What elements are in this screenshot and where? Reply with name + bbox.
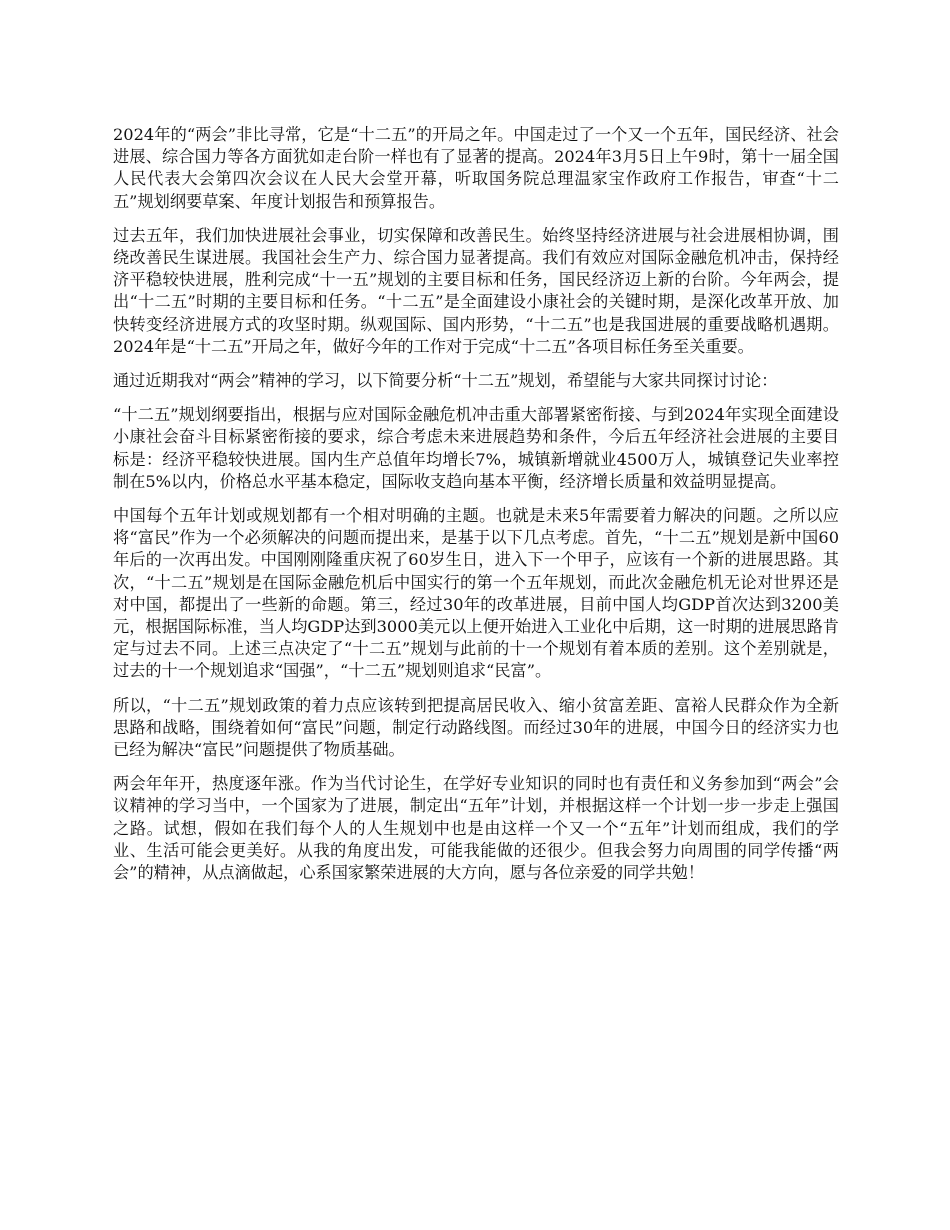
paragraph-plan-goals: “十二五”规划纲要指出，根据与应对国际金融危机冲击重大部署紧密衔接、与到2024年实现全面建设小康社会奋斗目标紧密衔接的要求，综合考虑未来进展趋势和条件，今后五年经济社会进展的主要目标是：经济平稳较快进展。国内生产总值年均增长7%，城镇新增就业4500万人，城镇登记失业率控制在5%以内，价格总水平基本稳定，国际收支趋向基本平衡，经济增长质量和效益明显提高。 — [113, 405, 839, 491]
paragraph-theme-analysis: 中国每个五年计划或规划都有一个相对明确的主题。也就是未来5年需要着力解决的问题。之所以应将“富民”作为一个必须解决的问题而提出来，是基于以下几点考虑。首先，“十二五”规划是新中国60年后的一次再出发。中国刚刚隆重庆祝了60岁生日，进入下一个甲子，应该有一个新的进展思路。其次，“十二五”规划是在国际金融危机后中国实行的第一个五年规划，而此次金融危机无论对世界还是对中国，都提出了一些新的命题。第三，经过30年的改革进展，目前中国人均GDP首次达到3200美元，根据国际标准，当人均GDP达到3000美元以上便开始进入工业化中后期，这一时期的进展思路肯定与过去不同。上述三点决定了“十二五”规划与此前的十一个规划有着本质的差别。这个差别就是，过去的十一个规划追求“国强”，“十二五”规划则追求“民富”。 — [113, 506, 839, 681]
paragraph-study-note: 通过近期我对“两会”精神的学习，以下简要分析“十二五”规划，希望能与大家共同探讨讨论： — [113, 371, 778, 391]
paragraph-past-five-years: 过去五年，我们加快进展社会事业，切实保障和改善民生。始终坚持经济进展与社会进展相协调，围绕改善民生谋进展。我国社会生产力、综合国力显著提高。我们有效应对国际金融危机冲击，保持经济平稳较快进展，胜利完成“十一五”规划的主要目标和任务，国民经济迈上新的台阶。今年两会，提出“十二五”时期的主要目标和任务。“十二五”是全面建设小康社会的关键时期，是深化改革开放、加快转变经济进展方式的攻坚时期。纵观国际、国内形势，“十二五”也是我国进展的重要战略机遇期。2024年是“十二五”开局之年，做好今年的工作对于完成“十二五”各项目标任务至关重要。 — [113, 225, 839, 356]
paragraph-intro: 2024年的“两会”非比寻常，它是“十二五”的开局之年。中国走过了一个又一个五年，国民经济、社会进展、综合国力等各方面犹如走台阶一样也有了显著的提高。2024年3月5日上午9时，第十一届全国人民代表大会第四次会议在人民大会堂开幕，听取国务院总理温家宝作政府工作报告，审查“十二五”规划纲要草案、年度计划报告和预算报告。 — [113, 125, 839, 211]
paragraph-conclusion: 两会年年开，热度逐年涨。作为当代讨论生，在学好专业知识的同时也有责任和义务参加到“两会”会议精神的学习当中，一个国家为了进展，制定出“五年”计划，并根据这样一个计划一步一步走上强国之路。试想，假如在我们每个人的人生规划中也是由这样一个又一个“五年”计划而组成，我们的学业、生活可能会更美好。从我的角度出发，可能我能做的还很少。但我会努力向周围的同学传播“两会”的精神，从点滴做起，心系国家繁荣进展的大方向，愿与各位亲爱的同学共勉！ — [113, 774, 839, 883]
document-page — [113, 124, 839, 896]
paragraph-policy-focus: 所以，“十二五”规划政策的着力点应该转到把提高居民收入、缩小贫富差距、富裕人民群众作为全新思路和战略，围绕着如何“富民”问题，制定行动路线图。而经过30年的进展，中国今日的经济实力也已经为解决“富民”问题提供了物质基础。 — [113, 695, 839, 760]
